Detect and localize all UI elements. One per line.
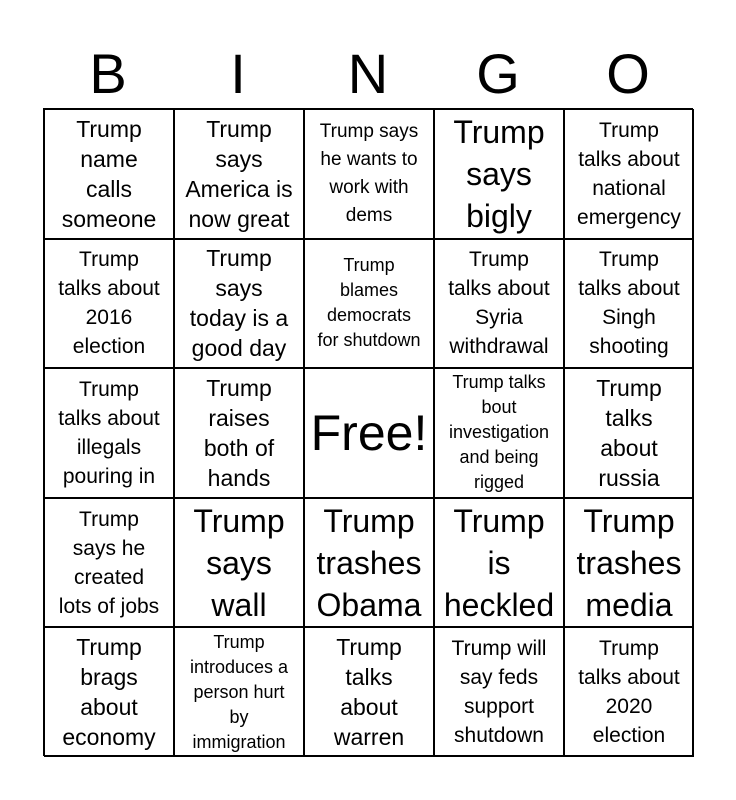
bingo-cell[interactable] [564, 627, 694, 757]
bingo-cell[interactable] [434, 498, 564, 628]
header-letter-n: N [347, 42, 389, 105]
cell-text: Trump says bigly [453, 113, 545, 234]
bingo-cell[interactable] [174, 368, 304, 498]
cell-text: Trump introduces a person hurt by immigration [189, 631, 289, 752]
cell-text: Trump says America is now great [185, 115, 293, 232]
cell-text: Trump will say feds support shutdown [451, 637, 547, 748]
cell-text: Trump name calls someone [61, 115, 157, 232]
cell-text: Trump talks about Singh shooting [578, 248, 680, 359]
free-space-text: Free! [310, 404, 428, 461]
header-letter-b: B [89, 42, 127, 105]
cell-text: Trump says he created lots of jobs [58, 507, 160, 618]
cell-text: Trump says he wants to work with dems [319, 120, 419, 226]
bingo-cell[interactable] [44, 239, 174, 369]
cell-text: Trump talks about national emergency [577, 118, 681, 229]
bingo-cell[interactable] [304, 109, 434, 239]
cell-text: Trump talks about illegals pouring in [58, 377, 160, 488]
header-letter-g: G [476, 42, 520, 105]
bingo-cell[interactable] [174, 627, 304, 757]
cell-text: Trump talks about 2016 election [58, 248, 160, 359]
bingo-cell[interactable] [434, 627, 564, 757]
cell-text: Trump says wall [193, 502, 285, 623]
bingo-cell[interactable] [304, 498, 434, 628]
bingo-cell[interactable] [304, 239, 434, 369]
bingo-cell[interactable] [174, 498, 304, 628]
cell-text: Trump blames democrats for shutdown [317, 255, 421, 351]
bingo-cell[interactable] [44, 498, 174, 628]
bingo-card-grid [43, 108, 693, 756]
header-letter-i: I [230, 42, 246, 105]
bingo-cell[interactable] [44, 368, 174, 498]
bingo-cell[interactable] [564, 239, 694, 369]
bingo-cell[interactable] [434, 109, 564, 239]
bingo-cell[interactable] [564, 109, 694, 239]
bingo-cell[interactable] [44, 627, 174, 757]
cell-text: Trump talks about 2020 election [578, 637, 680, 748]
bingo-cell[interactable] [304, 627, 434, 757]
cell-text: Trump talks bout investigation and being rigged [448, 372, 550, 493]
cell-text: Trump talks about russia [596, 374, 662, 491]
bingo-cell[interactable] [174, 109, 304, 239]
cell-text: Trump talks about warren [333, 634, 405, 751]
header-letter-o: O [606, 42, 650, 105]
bingo-cell[interactable] [434, 368, 564, 498]
cell-text: Trump trashes Obama [316, 502, 422, 623]
bingo-cell[interactable] [564, 498, 694, 628]
bingo-cell[interactable] [564, 368, 694, 498]
cell-text: Trump brags about economy [62, 634, 156, 751]
cell-text: Trump trashes media [576, 502, 682, 623]
bingo-cell[interactable] [174, 239, 304, 369]
bingo-free-cell[interactable] [304, 368, 434, 498]
cell-text: Trump says today is a good day [189, 245, 289, 362]
bingo-cell[interactable] [44, 109, 174, 239]
cell-text: Trump talks about Syria withdrawal [448, 248, 550, 359]
cell-text: Trump raises both of hands [203, 374, 275, 491]
cell-text: Trump is heckled [443, 502, 555, 623]
bingo-header [43, 40, 693, 108]
bingo-cell[interactable] [434, 239, 564, 369]
